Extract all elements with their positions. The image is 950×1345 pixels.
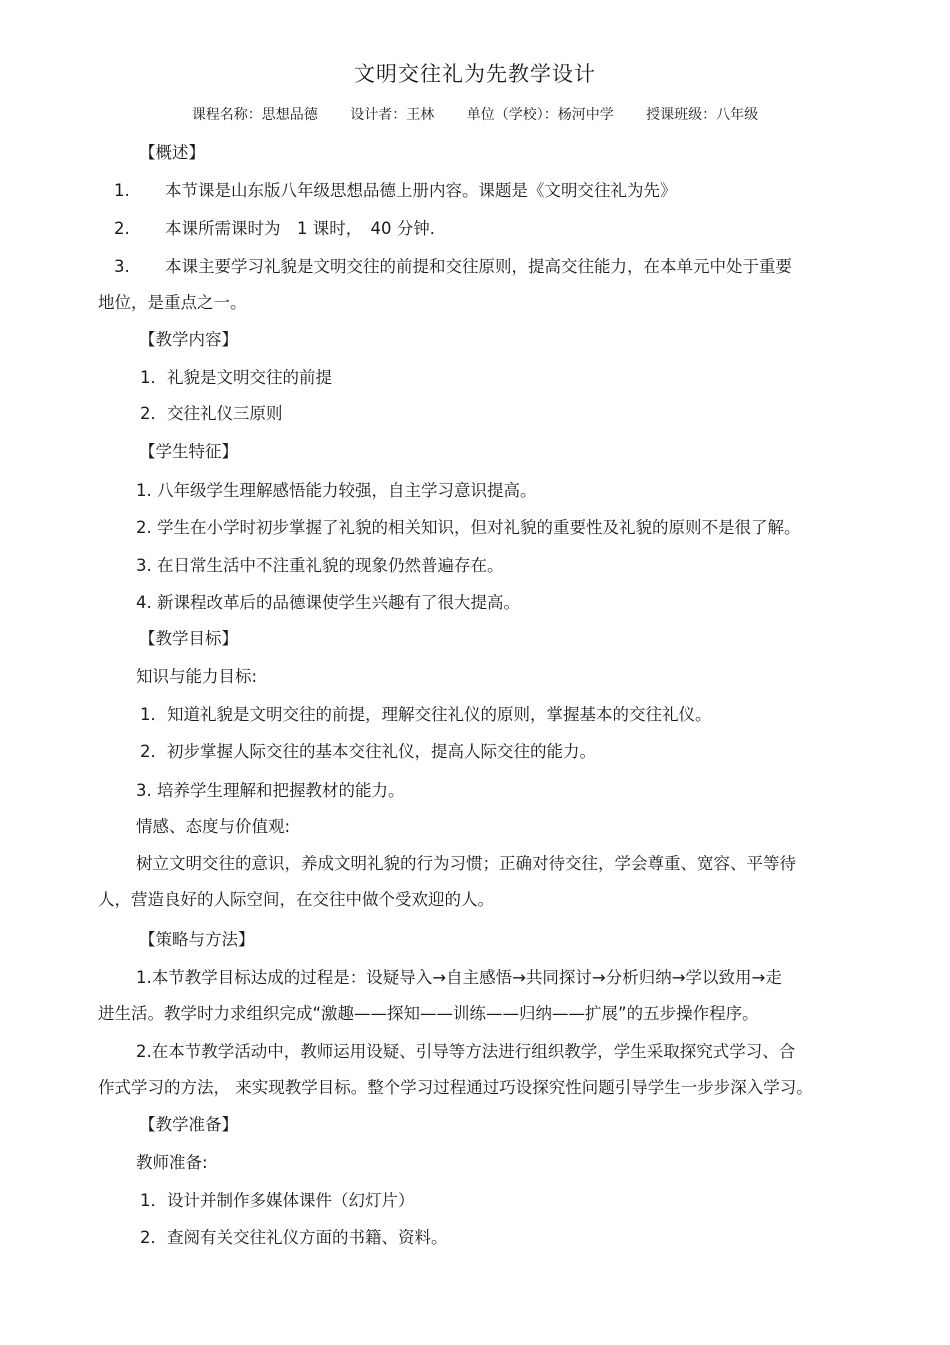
- overview-item-3-text: 本课主要学习礼貌是文明交往的前提和交往原则，提高交往能力，在本单元中处于重要: [165, 257, 792, 276]
- section-heading-goals: 【教学目标】: [139, 629, 238, 648]
- methods-p1-line-2: 进生活。教学时力求组织完成“激趣——探知——训练——归纳——扩展”的五步操作程序。: [98, 1004, 759, 1023]
- overview-item-2-text: 本课所需课时为 1 课时， 40 分钟．: [165, 219, 447, 238]
- students-item-2: 2. 学生在小学时初步掌握了礼貌的相关知识，但对礼貌的重要性及礼貌的原则不是很了解。: [136, 518, 801, 537]
- goals-item-2: 2．初步掌握人际交往的基本交往礼仪，提高人际交往的能力。: [140, 742, 596, 761]
- section-heading-methods: 【策略与方法】: [139, 930, 255, 949]
- section-heading-overview: 【概述】: [139, 143, 205, 162]
- meta-designer: 设计者：王林: [350, 107, 435, 123]
- meta-unit: 单位（学校）：杨河中学: [466, 107, 614, 123]
- course-meta: [0, 104, 950, 124]
- students-item-4: 4. 新课程改革后的品德课使学生兴趣有了很大提高。: [136, 593, 520, 612]
- document-title: 文明交往礼为先教学设计: [354, 62, 596, 86]
- overview-item-3-num: 3.: [114, 257, 130, 276]
- goals-subheading-knowledge: 知识与能力目标:: [136, 667, 258, 686]
- overview-item-1-text: 本节课是山东版八年级思想品德上册内容。课题是《文明交往礼为先》: [165, 181, 677, 200]
- section-heading-students: 【学生特征】: [139, 442, 238, 461]
- content-item-1: 1．礼貌是文明交往的前提: [140, 368, 332, 387]
- section-heading-content: 【教学内容】: [139, 330, 238, 349]
- goals-paragraph-line-1: 树立文明交往的意识，养成文明礼貌的行为习惯；正确对待交往，学会尊重、宽容、平等待: [136, 854, 796, 873]
- goals-paragraph-line-2: 人，营造良好的人际空间，在交往中做个受欢迎的人。: [98, 890, 494, 909]
- meta-class: 授课班级：八年级: [646, 107, 759, 123]
- goals-item-1: 1．知道礼貌是文明交往的前提，理解交往礼仪的原则，掌握基本的交往礼仪。: [140, 705, 712, 724]
- meta-course: 课程名称：思想品德: [191, 107, 318, 123]
- methods-p2-line-1: 2.在本节教学活动中，教师运用设疑、引导等方法进行组织教学，学生采取探究式学习、合: [136, 1042, 796, 1061]
- goals-item-3: 3. 培养学生理解和把握教材的能力。: [136, 781, 405, 800]
- prep-item-1: 1．设计并制作多媒体课件（幻灯片）: [140, 1191, 415, 1210]
- section-heading-prep: 【教学准备】: [139, 1115, 238, 1134]
- content-item-2: 2．交往礼仪三原则: [140, 404, 283, 423]
- overview-item-3-cont: 地位，是重点之一。: [98, 293, 247, 312]
- prep-item-2: 2．查阅有关交往礼仪方面的书籍、资料。: [140, 1228, 448, 1247]
- overview-item-2-num: 2.: [114, 219, 130, 238]
- prep-subheading-teacher: 教师准备:: [136, 1153, 208, 1172]
- methods-p1-line-1: 1.本节教学目标达成的过程是：设疑导入→自主感悟→共同探讨→分析归纳→学以致用→走: [136, 968, 782, 987]
- students-item-3: 3. 在日常生活中不注重礼貌的现象仍然普遍存在。: [136, 556, 504, 575]
- overview-item-1-num: 1.: [114, 181, 130, 200]
- students-item-1: 1. 八年级学生理解感悟能力较强，自主学习意识提高。: [136, 481, 537, 500]
- goals-subheading-values: 情感、态度与价值观:: [136, 817, 291, 836]
- methods-p2-line-2: 作式学习的方法， 来实现教学目标。整个学习过程通过巧设探究性问题引导学生一步步深入学习。: [98, 1078, 813, 1097]
